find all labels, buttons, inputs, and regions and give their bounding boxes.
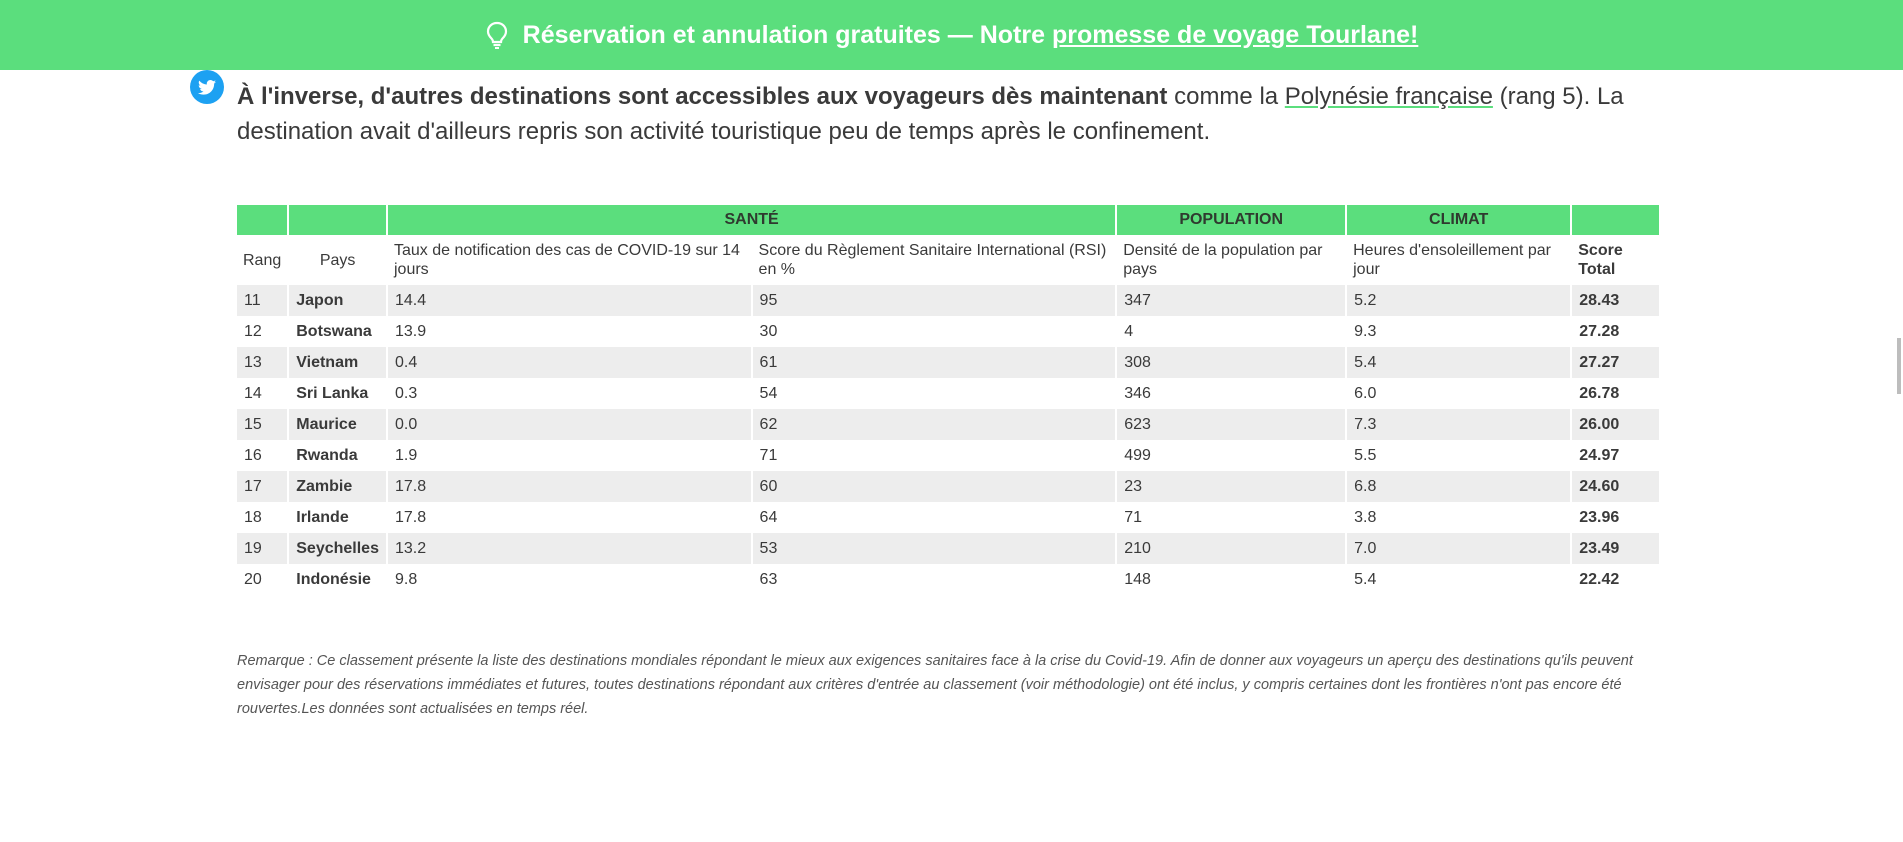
cell-covid: 13.2: [387, 533, 752, 564]
group-sante: SANTÉ: [387, 205, 1116, 235]
cell-covid: 14.4: [387, 285, 752, 316]
cell-sun: 5.5: [1346, 440, 1571, 471]
intro-text-2: (rang 5). La destination avait d'ailleurs repris son activité touristique peu de temps après le confinement.: [237, 83, 1624, 145]
twitter-share-button[interactable]: [190, 70, 224, 104]
header-country: Pays: [288, 235, 387, 285]
header-sun: Heures d'ensoleillement par jour: [1346, 235, 1571, 285]
cell-total: 27.28: [1571, 316, 1660, 347]
cell-density: 210: [1116, 533, 1346, 564]
cell-density: 308: [1116, 347, 1346, 378]
cell-density: 346: [1116, 378, 1346, 409]
cell-total: 26.00: [1571, 409, 1660, 440]
table-row: [237, 409, 1660, 440]
cell-covid: 0.3: [387, 378, 752, 409]
table-row: [237, 347, 1660, 378]
table-row: [237, 285, 1660, 316]
group-climat: CLIMAT: [1346, 205, 1571, 235]
cell-sun: 5.4: [1346, 347, 1571, 378]
cell-country: Botswana: [288, 316, 387, 347]
cell-covid: 17.8: [387, 471, 752, 502]
header-covid: Taux de notification des cas de COVID-19 sur 14 jours: [387, 235, 752, 285]
cell-rank: 20: [237, 564, 288, 595]
cell-rsi: 64: [752, 502, 1117, 533]
cell-covid: 17.8: [387, 502, 752, 533]
table-row: [237, 502, 1660, 533]
cell-sun: 9.3: [1346, 316, 1571, 347]
scrollbar-thumb[interactable]: [1897, 338, 1901, 394]
intro-bold-text: À l'inverse, d'autres destinations sont accessibles aux voyageurs dès maintenant: [237, 83, 1168, 110]
cell-total: 24.97: [1571, 440, 1660, 471]
header-rank: Rang: [237, 235, 288, 285]
cell-covid: 0.4: [387, 347, 752, 378]
intro-paragraph: [237, 79, 1667, 149]
cell-total: 26.78: [1571, 378, 1660, 409]
cell-rsi: 95: [752, 285, 1117, 316]
cell-total: 23.49: [1571, 533, 1660, 564]
table-row: [237, 564, 1660, 595]
intro-text-1: comme la: [1167, 83, 1285, 110]
cell-country: Indonésie: [288, 564, 387, 595]
table-row: [237, 533, 1660, 564]
cell-rsi: 53: [752, 533, 1117, 564]
cell-density: 623: [1116, 409, 1346, 440]
cell-rsi: 62: [752, 409, 1117, 440]
cell-rank: 15: [237, 409, 288, 440]
cell-density: 148: [1116, 564, 1346, 595]
cell-covid: 9.8: [387, 564, 752, 595]
remark-note: Remarque : Ce classement présente la liste des destinations mondiales répondant le mieux aux exigences sanitaires face à la crise du Covid-19. Afin de donner aux voyageurs un aperçu des destinations qu'ils peuvent envisager pour des réservations immédiates et futures, toutes destinations répondant aux critères d'entrée au classement (voir méthodologie) ont été inclus, y compris certaines dont les frontières n'ont pas encore été rouvertes.Les données sont actualisées en temps réel.: [237, 652, 1633, 717]
polynesie-link[interactable]: Polynésie française: [1284, 83, 1493, 110]
cell-total: 28.43: [1571, 285, 1660, 316]
cell-rank: 14: [237, 378, 288, 409]
cell-covid: 13.9: [387, 316, 752, 347]
header-density: Densité de la population par pays: [1116, 235, 1346, 285]
cell-sun: 7.0: [1346, 533, 1571, 564]
cell-density: 499: [1116, 440, 1346, 471]
cell-density: 4: [1116, 316, 1346, 347]
table-row: [237, 440, 1660, 471]
cell-rsi: 61: [752, 347, 1117, 378]
cell-country: Maurice: [288, 409, 387, 440]
twitter-icon: [198, 80, 216, 95]
cell-sun: 6.8: [1346, 471, 1571, 502]
ranking-table: [237, 205, 1661, 595]
lightbulb-icon: [485, 21, 509, 49]
cell-country: Japon: [288, 285, 387, 316]
table-row: [237, 378, 1660, 409]
cell-rank: 13: [237, 347, 288, 378]
cell-density: 347: [1116, 285, 1346, 316]
cell-total: 22.42: [1571, 564, 1660, 595]
cell-total: 24.60: [1571, 471, 1660, 502]
cell-rank: 16: [237, 440, 288, 471]
cell-total: 27.27: [1571, 347, 1660, 378]
cell-rank: 17: [237, 471, 288, 502]
cell-covid: 1.9: [387, 440, 752, 471]
cell-covid: 0.0: [387, 409, 752, 440]
cell-rsi: 30: [752, 316, 1117, 347]
promo-banner: [0, 0, 1903, 70]
cell-country: Zambie: [288, 471, 387, 502]
group-empty-total: [1571, 205, 1660, 235]
cell-rsi: 60: [752, 471, 1117, 502]
cell-rsi: 63: [752, 564, 1117, 595]
cell-density: 23: [1116, 471, 1346, 502]
cell-rank: 11: [237, 285, 288, 316]
cell-sun: 3.8: [1346, 502, 1571, 533]
group-empty-rank: [237, 205, 288, 235]
cell-rsi: 71: [752, 440, 1117, 471]
column-header-row: [237, 235, 1660, 285]
cell-density: 71: [1116, 502, 1346, 533]
header-rsi: Score du Règlement Sanitaire International (RSI) en %: [752, 235, 1117, 285]
group-header-row: [237, 205, 1660, 235]
cell-sun: 6.0: [1346, 378, 1571, 409]
header-total: Score Total: [1571, 235, 1660, 285]
cell-rank: 19: [237, 533, 288, 564]
group-empty-country: [288, 205, 387, 235]
banner-text: Réservation et annulation gratuites — Notre: [522, 20, 1045, 49]
cell-country: Rwanda: [288, 440, 387, 471]
table-row: [237, 316, 1660, 347]
table-row: [237, 471, 1660, 502]
cell-rank: 12: [237, 316, 288, 347]
cell-country: Sri Lanka: [288, 378, 387, 409]
cell-total: 23.96: [1571, 502, 1660, 533]
cell-rank: 18: [237, 502, 288, 533]
cell-country: Seychelles: [288, 533, 387, 564]
cell-rsi: 54: [752, 378, 1117, 409]
group-population: POPULATION: [1116, 205, 1346, 235]
cell-sun: 7.3: [1346, 409, 1571, 440]
cell-country: Irlande: [288, 502, 387, 533]
cell-country: Vietnam: [288, 347, 387, 378]
cell-sun: 5.2: [1346, 285, 1571, 316]
banner-promise-link[interactable]: promesse de voyage Tourlane!: [1052, 20, 1419, 49]
cell-sun: 5.4: [1346, 564, 1571, 595]
